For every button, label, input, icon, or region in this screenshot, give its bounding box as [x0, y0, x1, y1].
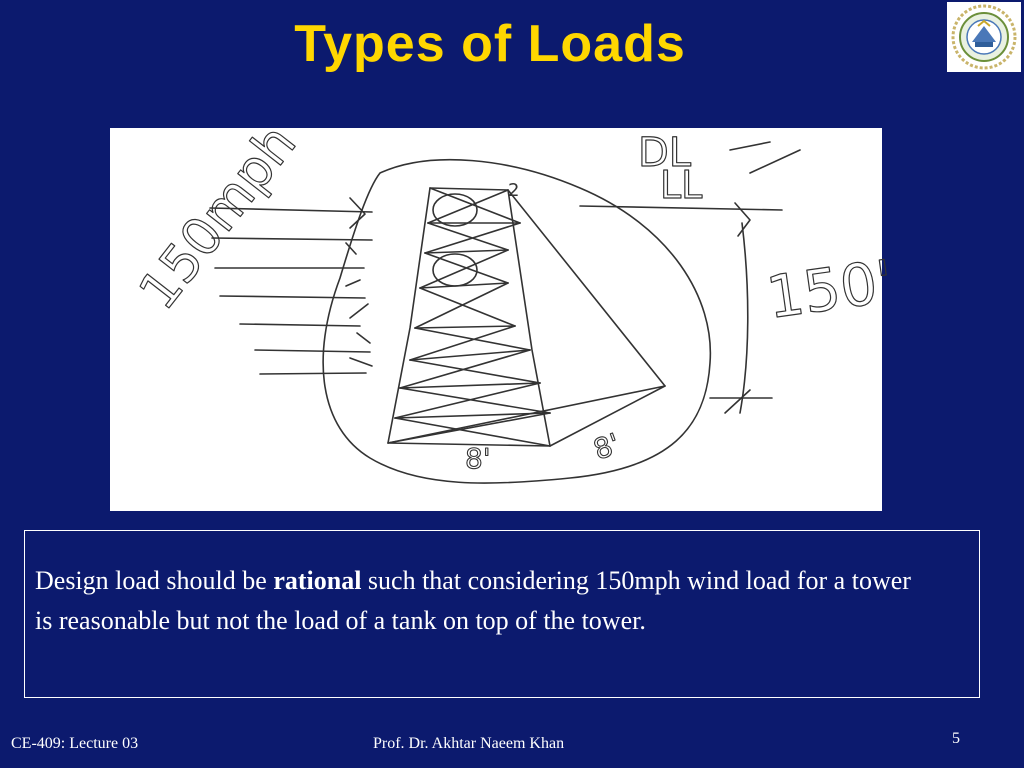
- slide-title: Types of Loads: [294, 15, 686, 73]
- base-width-label: 8': [465, 442, 491, 475]
- body-paragraph: [35, 561, 915, 641]
- height-label: 150': [762, 246, 898, 332]
- body-text-part1: Design load should be: [35, 566, 274, 595]
- live-load-label: LL: [660, 163, 703, 207]
- top-marker-label: 2: [508, 180, 520, 201]
- tower-structure: [388, 188, 665, 446]
- body-text-box: [24, 530, 980, 698]
- page-number: 5: [952, 730, 960, 747]
- footer-course: CE-409: Lecture 03: [11, 735, 139, 752]
- body-text-emphasis: rational: [273, 566, 362, 595]
- dead-load-label: DL: [638, 130, 692, 176]
- base-depth-label: 8': [589, 426, 625, 467]
- tower-load-sketch: [110, 113, 898, 511]
- body-text-part2: such that considering 150mph wind load for a tower is reasonable but not the load of a tank on top of the tower.: [35, 566, 911, 635]
- university-logo: [947, 2, 1021, 72]
- footer-author: Prof. Dr. Akhtar Naeem Khan: [373, 735, 565, 752]
- wind-speed-label: 150mph: [127, 113, 309, 322]
